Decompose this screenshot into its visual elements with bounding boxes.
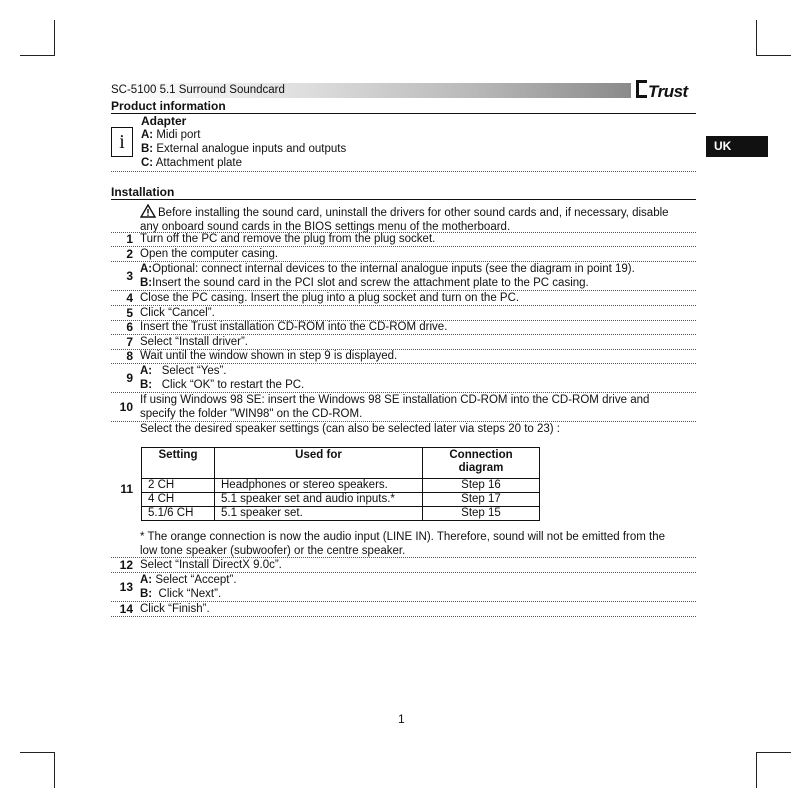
crop-mark (20, 752, 55, 753)
step-number: 2 (126, 247, 133, 261)
step-text: Select “Install driver”. (140, 336, 249, 348)
step-text: Insert the Trust installation CD-ROM into the CD-ROM drive. (140, 321, 448, 333)
table-cell: Headphones or stereo speakers. (215, 479, 423, 493)
table-cell: 4 CH (142, 493, 215, 507)
adapter-item: C: Attachment plate (141, 157, 243, 169)
step-number: 12 (119, 558, 133, 572)
table-cell: 5.1 speaker set and audio inputs.* (215, 493, 423, 507)
step-number: 10 (119, 400, 133, 414)
table-cell: 2 CH (142, 479, 215, 493)
trust-logo: Trust (636, 80, 688, 102)
installation-title: Installation (111, 185, 175, 199)
step-number: 7 (126, 335, 133, 349)
step-text: A: Select “Yes”. B: Click “OK” to restart the PC. (140, 365, 305, 391)
crop-mark (756, 20, 757, 56)
speaker-settings-table (141, 447, 540, 521)
table-row (142, 493, 540, 507)
crop-mark (756, 752, 757, 788)
table-header: Setting (142, 448, 215, 479)
adapter-item: A: Midi port (141, 129, 201, 141)
step-number: 5 (126, 306, 133, 320)
language-tab-uk: UK (706, 136, 768, 157)
warning-text: Before installing the sound card, uninstall the drivers for other sound cards and, if necessary, disable any onboard sound cards in the BIOS settings menu of the motherboard. (140, 204, 696, 234)
step-number: 1 (126, 232, 133, 246)
step-text: Select the desired speaker settings (can also be selected later via steps 20 to 23) : (140, 423, 560, 435)
step-text: Wait until the window shown in step 9 is displayed. (140, 350, 398, 362)
footnote: * The orange connection is now the audio input (LINE IN). Therefore, sound will not be emitted from the low tone speaker (subwoofer) or the centre speaker. (140, 531, 666, 557)
step-number: 8 (126, 349, 133, 363)
crop-mark (20, 55, 55, 56)
divider (111, 171, 696, 172)
warning-triangle-icon (140, 204, 156, 218)
table-header-row (142, 448, 540, 479)
page-number: 1 (398, 712, 405, 726)
trust-logo-mark-icon (636, 80, 647, 98)
table-cell: 5.1 speaker set. (215, 507, 423, 521)
step-number: 4 (126, 291, 133, 305)
product-name: SC-5100 5.1 Surround Soundcard (111, 84, 285, 96)
product-info-title: Product information (111, 99, 226, 113)
divider (111, 113, 696, 114)
step-number: 14 (119, 602, 133, 616)
crop-mark (54, 20, 55, 56)
crop-mark (54, 752, 55, 788)
table-header: Used for (215, 448, 423, 479)
divider (111, 616, 696, 617)
adapter-title: Adapter (141, 114, 187, 128)
crop-mark (756, 55, 791, 56)
table-header: Connection diagram (423, 448, 540, 479)
step-number: 13 (119, 580, 133, 594)
table-row (142, 507, 540, 521)
step-text: If using Windows 98 SE: insert the Windows 98 SE installation CD-ROM into the CD-ROM drive and specify the folder "WIN98" on the CD-ROM. (140, 394, 650, 420)
divider (111, 199, 696, 200)
adapter-item: B: External analogue inputs and outputs (141, 143, 347, 155)
step-number: 6 (126, 320, 133, 334)
step-text: Click “Finish”. (140, 603, 210, 615)
table-cell: Step 17 (423, 493, 540, 507)
crop-mark (756, 752, 791, 753)
table-cell: Step 15 (423, 507, 540, 521)
step-text: Close the PC casing. Insert the plug into a plug socket and turn on the PC. (140, 292, 520, 304)
step-text: Open the computer casing. (140, 248, 279, 260)
step-text: Click “Cancel”. (140, 307, 215, 319)
step-text: Select “Install DirectX 9.0c”. (140, 559, 282, 571)
step-text: A: Select “Accept”. B: Click “Next”. (140, 574, 237, 600)
table-cell: Step 16 (423, 479, 540, 493)
step-text: A:Optional: connect internal devices to the internal analogue inputs (see the diagram in point 19). B:Insert the sound card in the PCI slot and screw the attachment plate to the PC casing. (140, 263, 635, 289)
step-number: 9 (126, 371, 133, 385)
table-row (142, 479, 540, 493)
step-text: Turn off the PC and remove the plug from the plug socket. (140, 233, 436, 245)
step-number: 3 (126, 269, 133, 283)
table-cell: 5.1/6 CH (142, 507, 215, 521)
step-number: 11 (120, 482, 133, 496)
info-icon: i (111, 127, 133, 157)
